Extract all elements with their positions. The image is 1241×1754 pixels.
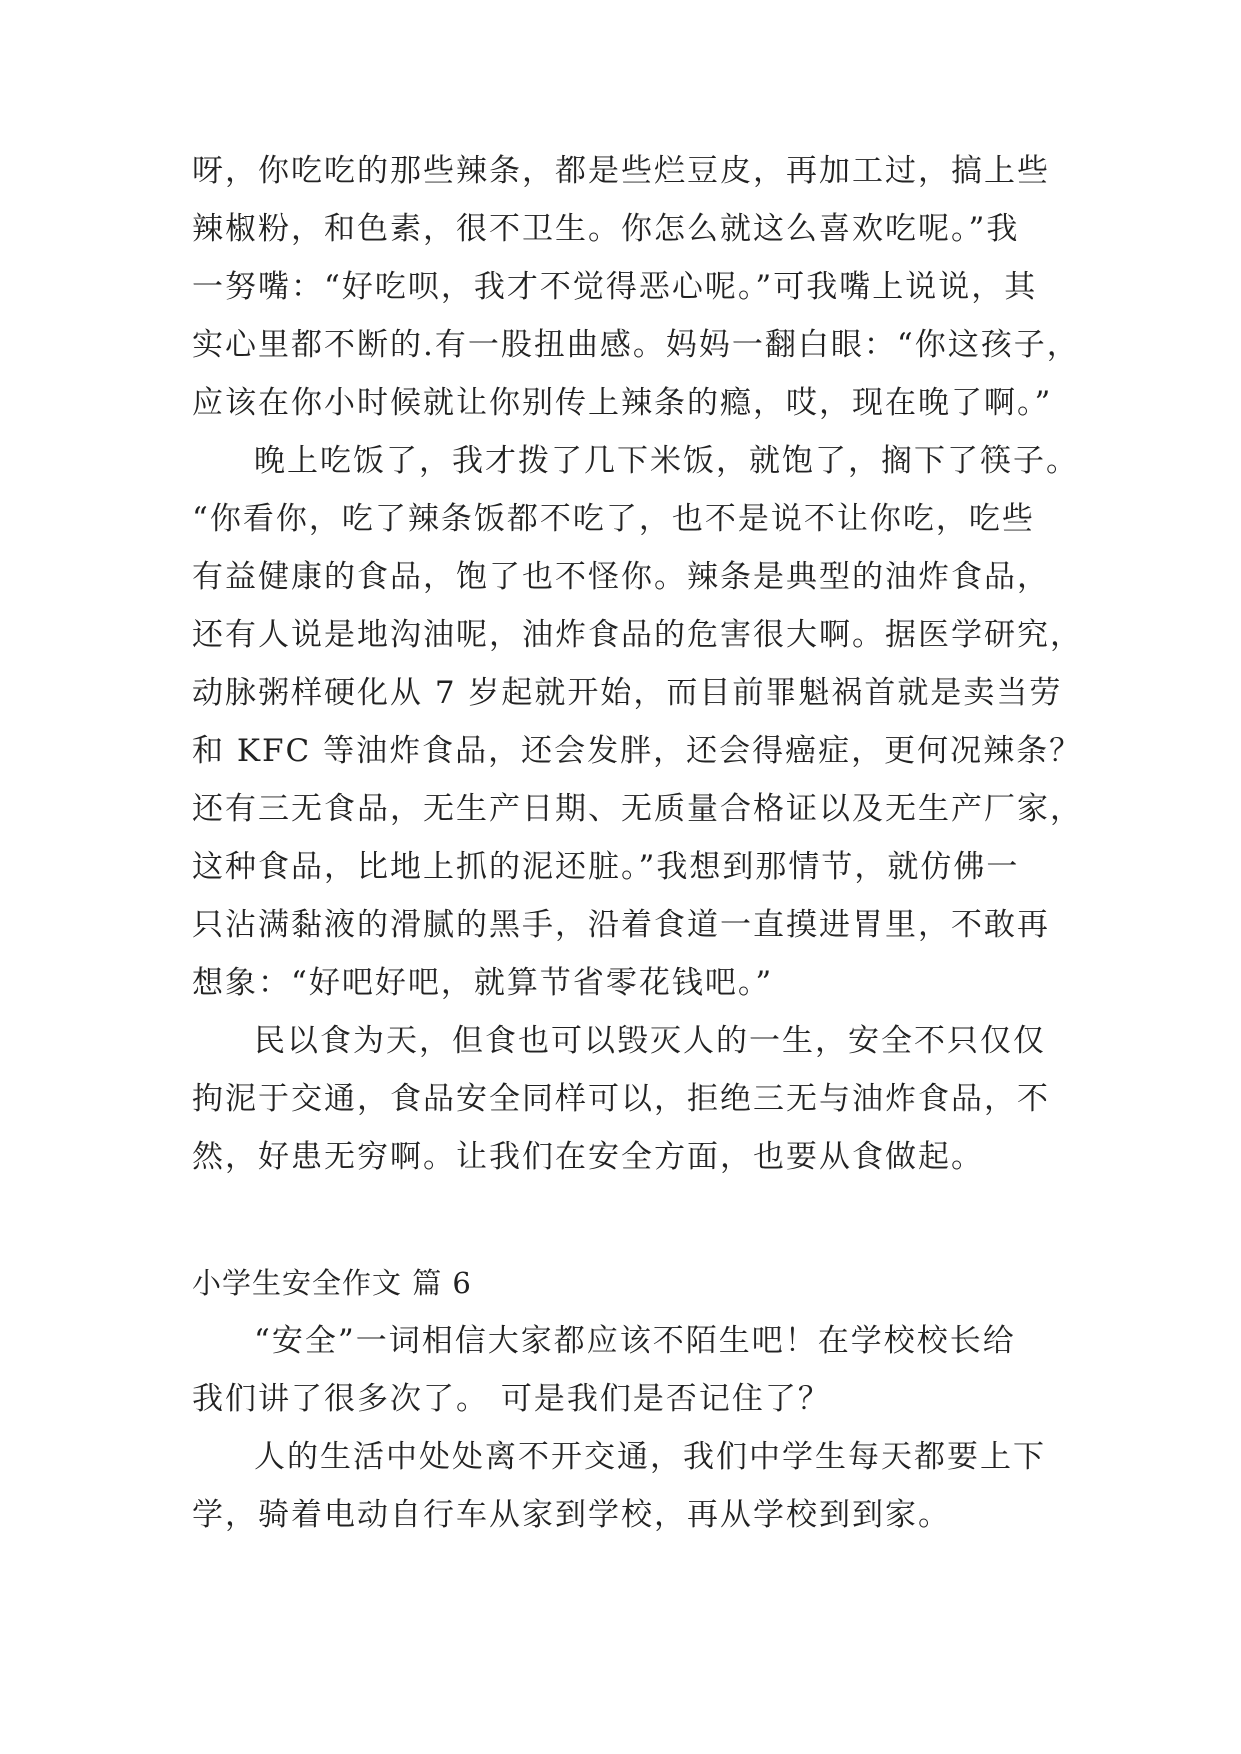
section-paragraph-2 bbox=[192, 1428, 1052, 1544]
text-line: 呀，你吃吃的那些辣条，都是些烂豆皮，再加工过，搞上些 bbox=[192, 153, 1050, 189]
text-line: 学，骑着电动自行车从家到学校，再从学校到到家。 bbox=[192, 1497, 951, 1533]
text-line: 然，好患无穷啊。让我们在安全方面，也要从食做起。 bbox=[192, 1139, 984, 1175]
section-gap bbox=[192, 1186, 1052, 1256]
text-line: 只沾满黏液的滑腻的黑手，沿着食道一直摸进胃里，不敢再 bbox=[192, 907, 1050, 943]
text-line: 动脉粥样硬化从 7 岁起就开始，而目前罪魁祸首就是卖当劳 bbox=[192, 675, 1063, 711]
section-paragraph-1 bbox=[192, 1312, 1052, 1428]
text-line: “你看你，吃了辣条饭都不吃了，也不是说不让你吃，吃些 bbox=[192, 501, 1035, 537]
text-line: 这种食品，比地上抓的泥还脏。”我想到那情节，就仿佛一 bbox=[192, 849, 1020, 885]
text-line: 想象：“好吧好吧，就算节省零花钱吧。” bbox=[192, 965, 774, 1001]
text-line: 一努嘴：“好吃呗，我才不觉得恶心呢。”可我嘴上说说，其 bbox=[192, 269, 1038, 305]
paragraph-2 bbox=[192, 432, 1083, 1012]
text-line: 晚上吃饭了，我才拨了几下米饭，就饱了，搁下了筷子。 bbox=[254, 443, 1079, 479]
text-line: 民以食为天，但食也可以毁灭人的一生，安全不只仅仅 bbox=[254, 1023, 1046, 1059]
paragraph-3 bbox=[192, 1012, 1052, 1186]
text-line: 和 KFC 等油炸食品，还会发胖，还会得癌症，更何况辣条？ bbox=[192, 733, 1083, 769]
text-line: 还有三无食品，无生产日期、无质量合格证以及无生产厂家， bbox=[192, 791, 1083, 827]
text-line: 我们讲了很多次了。 可是我们是否记住了？ bbox=[192, 1381, 831, 1417]
paragraph-1 bbox=[192, 142, 1080, 432]
text-line: 辣椒粉，和色素，很不卫生。你怎么就这么喜欢吃呢。”我 bbox=[192, 211, 1020, 247]
text-line: 人的生活中处处离不开交通，我们中学生每天都要上下 bbox=[254, 1439, 1046, 1475]
text-line: 拘泥于交通，食品安全同样可以，拒绝三无与油炸食品，不 bbox=[192, 1081, 1050, 1117]
section-heading: 小学生安全作文 篇 6 bbox=[192, 1266, 472, 1300]
text-line: 有益健康的食品，饱了也不怪你。辣条是典型的油炸食品， bbox=[192, 559, 1050, 595]
text-line: 还有人说是地沟油呢，油炸食品的危害很大啊。据医学研究， bbox=[192, 617, 1083, 653]
document-page bbox=[192, 142, 1083, 1544]
text-line: 应该在你小时候就让你别传上辣条的瘾，哎，现在晚了啊。” bbox=[192, 385, 1053, 421]
text-line: 实心里都不断的.有一股扭曲感。妈妈一翻白眼：“你这孩子， bbox=[192, 327, 1080, 363]
text-line: “安全”一词相信大家都应该不陌生吧！在学校校长给 bbox=[254, 1323, 1016, 1359]
